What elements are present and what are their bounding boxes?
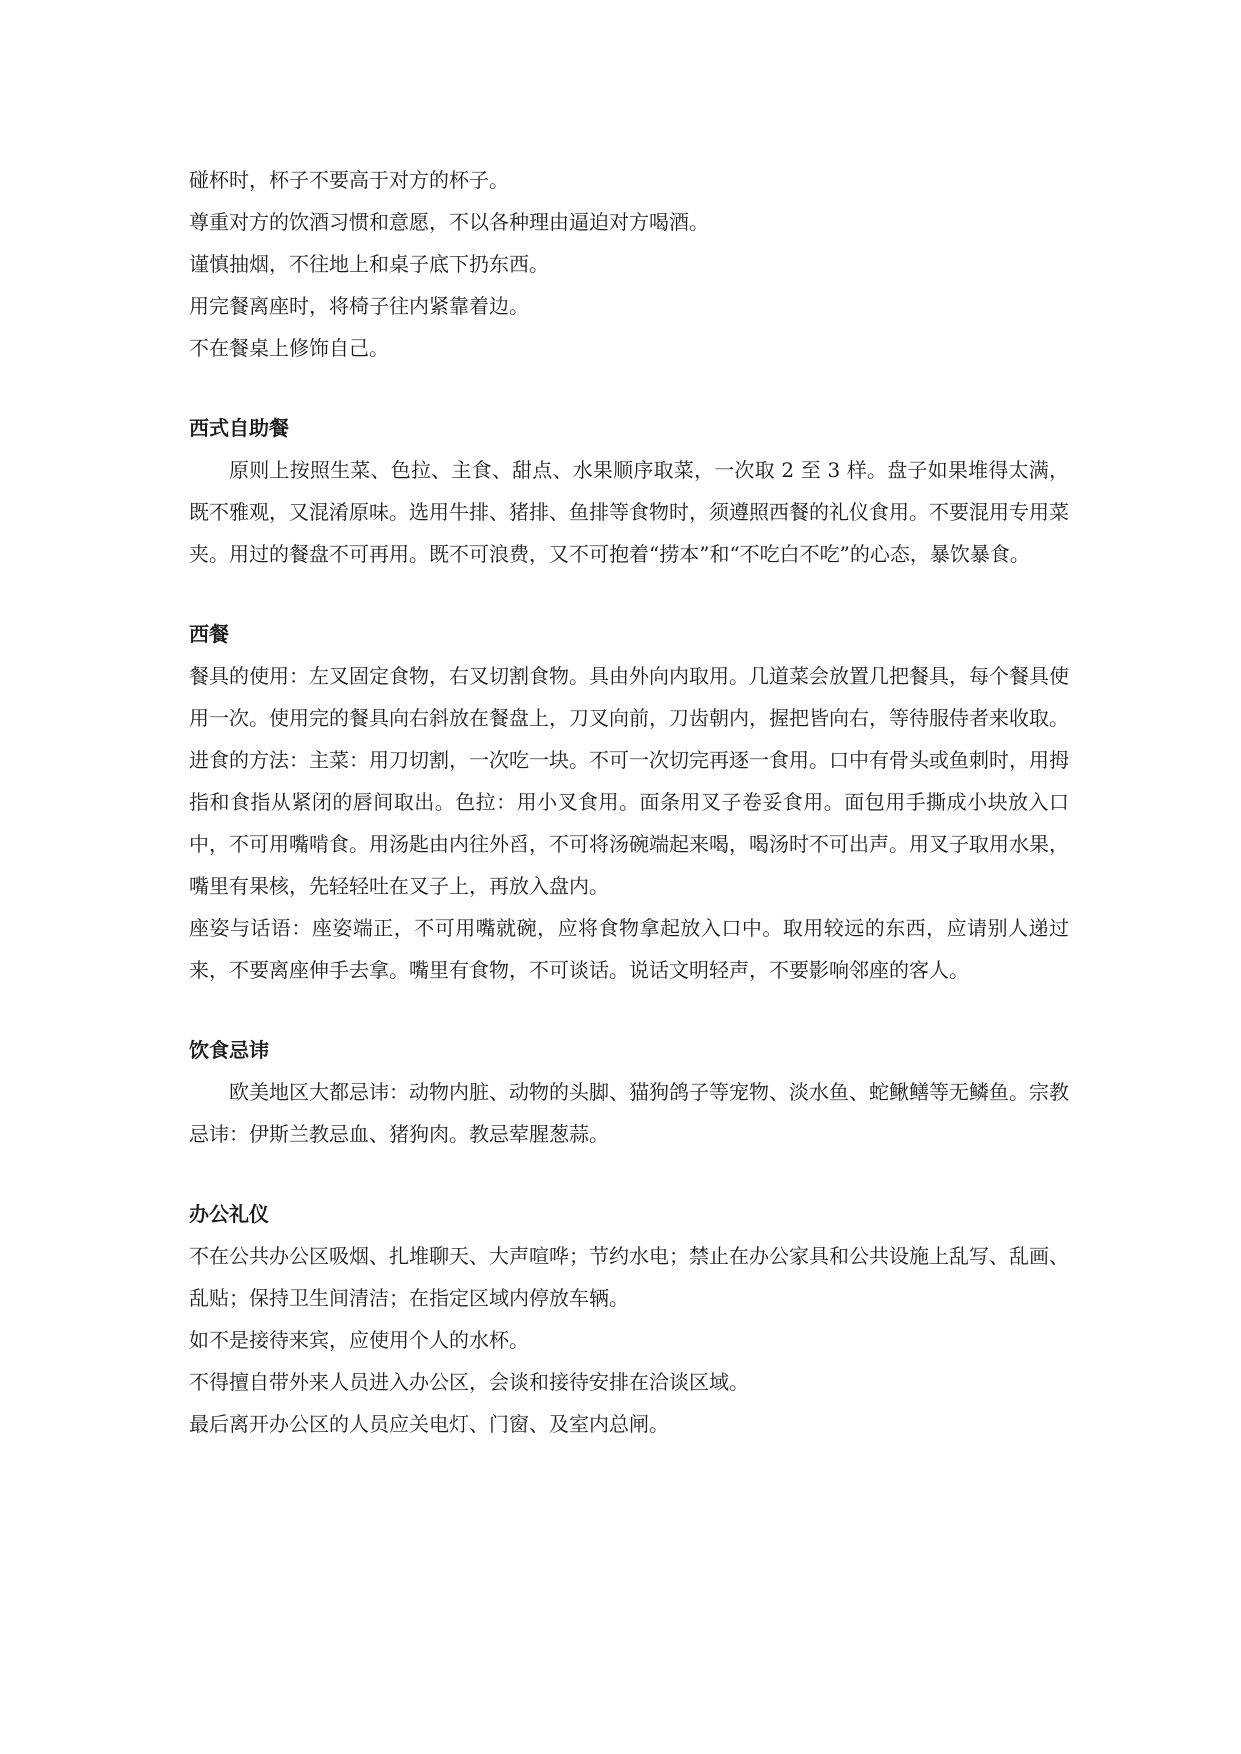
section-paragraph: 不得擅自带外来人员进入办公区，会谈和接待安排在洽谈区域。 bbox=[189, 1370, 749, 1394]
section-paragraph: 进食的方法：主菜：用刀切割，一次吃一块。不可一次切完再逐一食用。口中有骨头或鱼刺时，用拇指和食指从紧闭的唇间取出。色拉：用小叉食用。面条用叉子卷妥食用。面包用手撕成小块放入口中，不可用嘴啃食。用汤匙由内往外舀，不可将汤碗端起来喝，喝汤时不可出声。用叉子取用水果，嘴里有果核，先轻轻吐在叉子上，再放入盘内。 bbox=[189, 748, 1069, 898]
section-paragraph: 座姿与话语：座姿端正，不可用嘴就碗，应将食物拿起放入口中。取用较远的东西，应请别人递过来，不要离座伸手去拿。嘴里有食物，不可谈话。说话文明轻声，不要影响邻座的客人。 bbox=[189, 916, 1069, 982]
section-paragraph: 欧美地区大都忌讳：动物内脏、动物的头脚、猫狗鸽子等宠物、淡水鱼、蛇鳅鳝等无鳞鱼。宗教忌讳：伊斯兰教忌血、猪狗肉。教忌荤腥葱蒜。 bbox=[189, 1080, 1069, 1146]
section-heading: 西式自助餐 bbox=[189, 416, 289, 440]
section-paragraph: 最后离开办公区的人员应关电灯、门窗、及室内总闸。 bbox=[189, 1412, 669, 1436]
section-dietary-taboos bbox=[189, 1029, 1069, 1155]
section-paragraph: 不在公共办公区吸烟、扎堆聊天、大声喧哗；节约水电；禁止在办公家具和公共设施上乱写、乱画、乱贴；保持卫生间清洁；在指定区域内停放车辆。 bbox=[189, 1244, 1069, 1310]
intro-line: 用完餐离座时，将椅子往内紧靠着边。 bbox=[189, 294, 529, 318]
section-paragraph: 如不是接待来宾，应使用个人的水杯。 bbox=[189, 1328, 529, 1352]
intro-block bbox=[189, 159, 1069, 369]
intro-line: 尊重对方的饮酒习惯和意愿，不以各种理由逼迫对方喝酒。 bbox=[189, 210, 709, 234]
section-heading: 饮食忌讳 bbox=[189, 1038, 269, 1062]
intro-line: 不在餐桌上修饰自己。 bbox=[189, 336, 389, 360]
section-paragraph: 原则上按照生菜、色拉、主食、甜点、水果顺序取菜，一次取 2 至 3 样。盘子如果堆得太满，既不雅观，又混淆原味。选用牛排、猪排、鱼排等食物时，须遵照西餐的礼仪食用。不要混用专用菜夹。用过的餐盘不可再用。既不可浪费，又不可抱着“捞本”和“不吃白不吃”的心态，暴饮暴食。 bbox=[189, 458, 1069, 566]
intro-line: 碰杯时，杯子不要高于对方的杯子。 bbox=[189, 168, 509, 192]
section-western-dining bbox=[189, 613, 1069, 991]
section-paragraph: 餐具的使用：左叉固定食物，右叉切割食物。具由外向内取用。几道菜会放置几把餐具，每个餐具使用一次。使用完的餐具向右斜放在餐盘上，刀叉向前，刀齿朝内，握把皆向右，等待服侍者来收取。 bbox=[189, 664, 1069, 730]
section-heading: 西餐 bbox=[189, 622, 229, 646]
section-western-buffet bbox=[189, 407, 1069, 575]
intro-line: 谨慎抽烟，不往地上和桌子底下扔东西。 bbox=[189, 252, 549, 276]
section-heading: 办公礼仪 bbox=[189, 1202, 269, 1226]
document-page bbox=[189, 159, 1069, 1445]
section-office-etiquette bbox=[189, 1193, 1069, 1445]
